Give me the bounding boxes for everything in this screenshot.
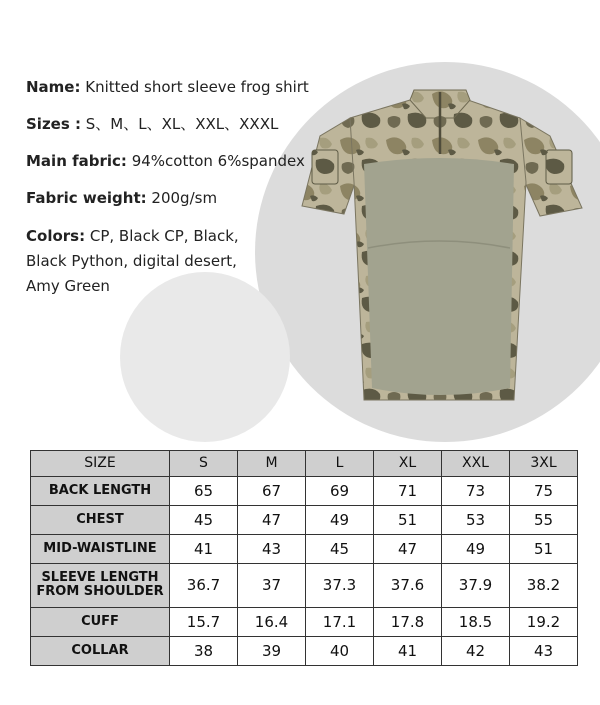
body-panel: [364, 158, 514, 395]
table-row: [31, 563, 578, 607]
size-column-header: S: [170, 451, 238, 477]
spec-name: [26, 76, 326, 98]
row-label: COLLAR: [31, 637, 170, 666]
table-cell: 41: [170, 534, 238, 563]
row-label: CHEST: [31, 505, 170, 534]
table-cell: 67: [238, 476, 306, 505]
row-label: CUFF: [31, 608, 170, 637]
table-cell: 15.7: [170, 608, 238, 637]
spec-colors-label: Colors:: [26, 227, 86, 245]
spec-fabric-label: Main fabric:: [26, 152, 127, 170]
table-cell: 49: [442, 534, 510, 563]
table-cell: 47: [374, 534, 442, 563]
table-cell: 51: [374, 505, 442, 534]
table-cell: 19.2: [510, 608, 578, 637]
table-cell: 38: [170, 637, 238, 666]
table-cell: 47: [238, 505, 306, 534]
table-cell: 73: [442, 476, 510, 505]
size-column-header: 3XL: [510, 451, 578, 477]
spec-sizes: [26, 113, 326, 135]
spec-name-label: Name:: [26, 78, 81, 96]
table-cell: 45: [170, 505, 238, 534]
size-chart-corner: SIZE: [31, 451, 170, 477]
spec-weight-value: 200g/sm: [151, 189, 218, 207]
table-cell: 53: [442, 505, 510, 534]
size-chart-header-row: [31, 451, 578, 477]
table-cell: 42: [442, 637, 510, 666]
table-cell: 40: [306, 637, 374, 666]
size-column-header: XL: [374, 451, 442, 477]
table-cell: 16.4: [238, 608, 306, 637]
table-cell: 36.7: [170, 563, 238, 607]
row-label: SLEEVE LENGTH FROM SHOULDER: [31, 563, 170, 607]
table-row: [31, 608, 578, 637]
size-column-header: M: [238, 451, 306, 477]
table-cell: 18.5: [442, 608, 510, 637]
spec-name-value: Knitted short sleeve frog shirt: [85, 78, 309, 96]
spec-colors-value: CP, Black CP, Black, Black Python, digital desert, Amy Green: [26, 227, 239, 295]
table-row: [31, 476, 578, 505]
table-cell: 37.6: [374, 563, 442, 607]
row-label: BACK LENGTH: [31, 476, 170, 505]
size-column-header: XXL: [442, 451, 510, 477]
table-cell: 55: [510, 505, 578, 534]
table-cell: 75: [510, 476, 578, 505]
shirt-image: [292, 88, 592, 410]
table-cell: 17.8: [374, 608, 442, 637]
table-cell: 37: [238, 563, 306, 607]
table-cell: 38.2: [510, 563, 578, 607]
table-row: [31, 637, 578, 666]
table-cell: 45: [306, 534, 374, 563]
table-cell: 17.1: [306, 608, 374, 637]
spec-weight-label: Fabric weight:: [26, 189, 147, 207]
table-row: [31, 505, 578, 534]
spec-fabric: [26, 150, 326, 172]
spec-sizes-label: Sizes :: [26, 115, 81, 133]
table-row: [31, 534, 578, 563]
table-cell: 39: [238, 637, 306, 666]
size-column-header: L: [306, 451, 374, 477]
row-label: MID-WAISTLINE: [31, 534, 170, 563]
product-specs: [26, 76, 326, 314]
table-cell: 37.9: [442, 563, 510, 607]
table-cell: 69: [306, 476, 374, 505]
table-cell: 43: [510, 637, 578, 666]
table-cell: 49: [306, 505, 374, 534]
spec-colors: [26, 224, 266, 299]
spec-fabric-value: 94%cotton 6%spandex: [131, 152, 305, 170]
spec-weight: [26, 187, 326, 209]
table-cell: 71: [374, 476, 442, 505]
table-cell: 41: [374, 637, 442, 666]
size-chart: [30, 450, 578, 666]
table-cell: 65: [170, 476, 238, 505]
table-cell: 43: [238, 534, 306, 563]
table-cell: 37.3: [306, 563, 374, 607]
table-cell: 51: [510, 534, 578, 563]
spec-sizes-value: S、M、L、XL、XXL、XXXL: [85, 115, 279, 133]
